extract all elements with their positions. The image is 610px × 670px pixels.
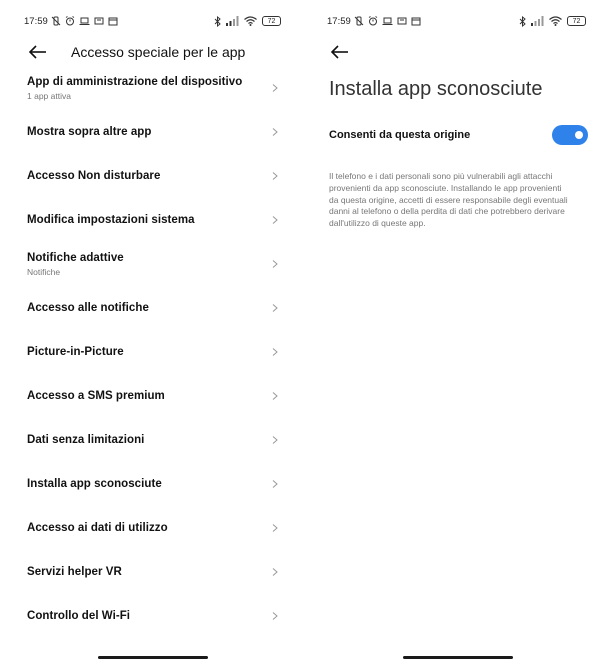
list-item-label: Dati senza limitazioni: [27, 434, 145, 446]
page-title: Installa app sconosciute: [329, 78, 543, 100]
laptop-icon: [382, 16, 393, 26]
chevron-right-icon: [271, 172, 279, 180]
status-time: 17:59: [24, 15, 48, 27]
list-item-device-admin-apps[interactable]: [0, 66, 305, 110]
calendar-icon: [411, 16, 421, 26]
status-icons-right: [214, 16, 281, 27]
wifi-icon: [549, 16, 562, 26]
chevron-right-icon: [271, 216, 279, 224]
bluetooth-icon: [214, 16, 221, 27]
chevron-right-icon: [271, 260, 279, 268]
back-arrow-icon[interactable]: [330, 42, 350, 62]
chevron-right-icon: [271, 524, 279, 532]
list-item-label: Modifica impostazioni sistema: [27, 214, 195, 226]
vibrate-off-icon: [354, 16, 364, 26]
security-warning-text: Il telefono e i dati personali sono più vulnerabili agli attacchi provenienti da app sconosciute. Installando le app provenienti da questa origine, accetti di essere responsabile degli eventuali danni al telefono o della perdita di dati che potrebbero derivare dall'utilizzo di queste app.: [329, 171, 568, 229]
list-item-picture-in-picture[interactable]: [0, 330, 305, 374]
home-indicator[interactable]: [98, 656, 208, 659]
message-icon: [397, 16, 407, 26]
list-item-do-not-disturb-access[interactable]: [0, 154, 305, 198]
chevron-right-icon: [271, 480, 279, 488]
message-icon: [94, 16, 104, 26]
list-item-premium-sms-access[interactable]: [0, 374, 305, 418]
vibrate-off-icon: [51, 16, 61, 26]
signal-icon: [226, 16, 239, 26]
allow-from-source-row[interactable]: [329, 123, 588, 147]
app-bar: [305, 40, 610, 64]
list-item-usage-data-access[interactable]: [0, 506, 305, 550]
list-item-label: Accesso alle notifiche: [27, 302, 149, 314]
battery-indicator: 72: [262, 16, 281, 26]
bluetooth-icon: [519, 16, 526, 27]
calendar-icon: [108, 16, 118, 26]
list-item-label: Accesso ai dati di utilizzo: [27, 522, 168, 534]
list-item-modify-system-settings[interactable]: [0, 198, 305, 242]
page-title: Accesso speciale per le app: [71, 44, 246, 60]
status-icons-right: [519, 16, 586, 27]
list-item-label: Servizi helper VR: [27, 566, 122, 578]
list-item-unrestricted-data[interactable]: [0, 418, 305, 462]
chevron-right-icon: [271, 392, 279, 400]
status-bar: [24, 14, 281, 28]
allow-from-source-label: Consenti da questa origine: [329, 129, 471, 141]
list-item-display-over-apps[interactable]: [0, 110, 305, 154]
install-unknown-apps-screen: [305, 0, 610, 670]
list-item-label: Mostra sopra altre app: [27, 126, 152, 138]
chevron-right-icon: [271, 436, 279, 444]
chevron-right-icon: [271, 348, 279, 356]
alarm-icon: [368, 16, 378, 26]
list-item-wifi-control[interactable]: [0, 594, 305, 638]
alarm-icon: [65, 16, 75, 26]
list-item-vr-helper-services[interactable]: [0, 550, 305, 594]
status-icons-left: [354, 16, 421, 26]
wifi-icon: [244, 16, 257, 26]
app-bar: [0, 40, 305, 64]
back-arrow-icon[interactable]: [28, 42, 48, 62]
special-access-list: [0, 66, 305, 638]
status-bar: [327, 14, 586, 28]
list-item-notification-access[interactable]: [0, 286, 305, 330]
list-item-adaptive-notifications[interactable]: [0, 242, 305, 286]
chevron-right-icon: [271, 304, 279, 312]
chevron-right-icon: [271, 568, 279, 576]
toggle-knob: [575, 131, 583, 139]
chevron-right-icon: [271, 128, 279, 136]
chevron-right-icon: [271, 84, 279, 92]
list-item-label: Accesso a SMS premium: [27, 390, 165, 402]
list-item-install-unknown-apps[interactable]: [0, 462, 305, 506]
list-item-label: Picture-in-Picture: [27, 346, 124, 358]
home-indicator[interactable]: [403, 656, 513, 659]
allow-from-source-toggle[interactable]: [552, 125, 588, 145]
list-item-label: App di amministrazione del dispositivo: [27, 75, 243, 88]
battery-indicator: 72: [567, 16, 586, 26]
laptop-icon: [79, 16, 90, 26]
list-item-subtitle: 1 app attiva: [27, 90, 71, 101]
list-item-subtitle: Notifiche: [27, 266, 61, 277]
list-item-label: Notifiche adattive: [27, 251, 124, 264]
status-time: 17:59: [327, 15, 351, 27]
list-item-label: Controllo del Wi-Fi: [27, 610, 131, 622]
signal-icon: [531, 16, 544, 26]
chevron-right-icon: [271, 612, 279, 620]
list-item-label: Installa app sconosciute: [27, 478, 162, 490]
list-item-label: Accesso Non disturbare: [27, 170, 161, 182]
status-icons-left: [51, 16, 118, 26]
